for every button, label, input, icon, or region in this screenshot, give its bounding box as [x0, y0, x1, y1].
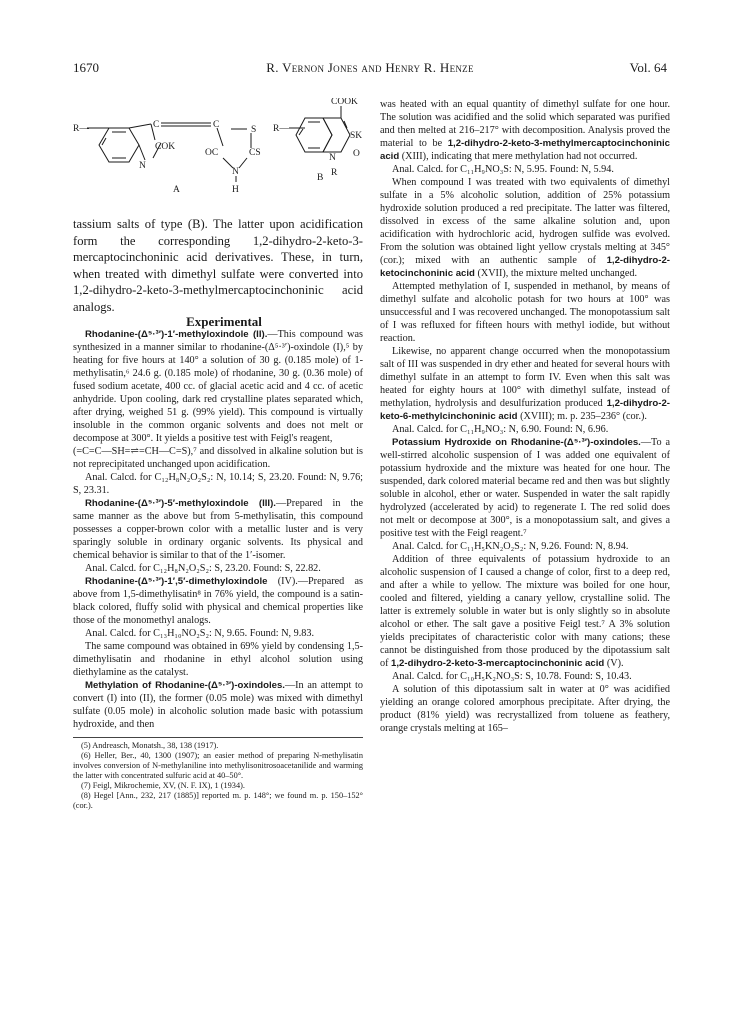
section-heading-experimental: Experimental: [186, 314, 262, 329]
volume-label: Vol. 64: [629, 60, 667, 75]
page-number: 1670: [73, 60, 99, 75]
label-c1: C: [153, 120, 160, 130]
label-r2: R—: [273, 124, 289, 134]
paragraph-methylation: [73, 679, 363, 731]
right-column: [380, 98, 670, 735]
analysis-compound-xviii: Anal. Calcd. for C₁₁H₉NO₃: N, 6.90. Found: N, 6.96.: [392, 424, 609, 435]
label-cs: CS: [249, 148, 261, 158]
compound-xvii-name: 1,2-dihydro-2-ketocinchoninic acid: [380, 255, 670, 279]
footnote-7: (7) Feigl, Mikrochemie, XV, (N. F. IX), 1 (1934).: [81, 781, 245, 790]
feigl-formula-line: [73, 445, 363, 471]
running-title: R. Vernon Jones and Henry R. Henze: [266, 60, 474, 75]
paragraph-three-equivalents: [380, 553, 670, 670]
body-r2: When compound I was treated with two equivalents of dimethyl sulfate in a 5% alcoholic solution, addition of 25% potassium hydroxide solution produced a red precipitate. The latter was filtered, dissolved in excess of the same alkaline solution and, upon acidification with hydrochloric acid, hydrogen sulfide was evolved. From the solution was obtained light yellow crystals melting at 345° (cor.); mixed with an authentic sample of: [380, 177, 670, 266]
body-compound-iii: —Prepared in the same manner as the above but from 5-methylisatin, this compound possesses a copper-brown color with a metallic luster and is very sparingly soluble in ordinary organic solvents. Its physical and chemical behavior is similar to that of the 1′-isomer.: [73, 498, 363, 561]
label-r1: R—: [73, 124, 89, 134]
label-cok1: COK: [155, 142, 176, 152]
body-r1: was heated with an equal quantity of dimethyl sulfate for one hour. The solution was acidified and the solid which separated was purified and then melted at 216–217° with decomposition. Analysis proved the material to be: [380, 99, 670, 149]
paragraph-same-compound: The same compound was obtained in 69% yield by condensing 1,5-dimethylisatin and rhodanine in ethyl alcohol solution using diethylamine as the catalyst.: [73, 641, 363, 678]
structure-drawing: [73, 98, 363, 216]
paragraph-likewise: [380, 345, 670, 423]
label-sk: SK: [350, 131, 363, 141]
paragraph-attempted-methylation: Attempted methylation of I, suspended in methanol, by means of dimethyl sulfate and alcoholic potash for two hours at 100° was unsuccessful and I was recovered unchanged. The monopotassium salt of I was refluxed for fifteen hours with methyl iodide, but without reaction.: [380, 281, 670, 344]
body-compound-iv: (IV).—Prepared as above from 1,5-dimethylisatin⁸ in 76% yield, the compound is a satin-black colored, fluffy solid with physical and chemical properties like those of the monomethyl analogs.: [73, 576, 363, 626]
label-n1: N: [139, 161, 146, 171]
analysis-compound-xiii: Anal. Calcd. for C₁₁H₉NO₃S: N, 5.95. Found: N, 5.94.: [392, 164, 614, 175]
intro-paragraph: tassium salts of type (B). The latter upon acidification form the corresponding 1,2-dihydro-2-keto-3-mercaptocinchoninic acid derivatives. These, in turn, when treated with dimethyl sulfate were converted into 1,2-dihydro-2-keto-3-methylmercaptocinchoninic acid analogs.: [73, 217, 363, 314]
compound-xviii-name: 1,2-dihydro-2-keto-6-methylcinchoninic acid: [380, 398, 670, 422]
label-cook: COOK: [331, 98, 358, 107]
paragraph-compound-ii: [73, 328, 363, 445]
label-n2: N: [329, 153, 336, 163]
label-a: A: [173, 185, 180, 195]
body-r5: —To a well-stirred alcoholic suspension of I was added one equivalent of potassium hydroxide and the mixture was heated for one hour. The suspended, dark colored material became red and then was but slightly soluble in alcohol, ether or water. Suspended in water the salt rapidly hydrolyzed (accelerated by acid) to regenerate I. The red solid does not melt or decompose at 300°, is a monopotassium salt, and gives a positive test with the Feigl reagent.⁷: [380, 437, 670, 539]
left-column: [73, 98, 363, 811]
paragraph-methylation-cont: [380, 98, 670, 163]
footnote-6: (6) Heller, Ber., 40, 1300 (1907); an easier method of preparing N-methylisatin involves conversion of N-methylaniline into methylisonitrosoacetanilide and warming the latter with concentrated sulfuric acid at 40–50°.: [73, 751, 363, 780]
label-oc: OC: [205, 148, 219, 158]
paragraph-dipotassium-solution: A solution of this dipotassium salt in water at 0° was acidified yielding an orange colored amorphous precipitate. After drying, the product (81% yield) was recrystallized from toluene as feathery, orange crystals melting at 165–: [380, 684, 670, 734]
label-b: B: [317, 173, 324, 183]
paragraph-compound-iv: [73, 575, 363, 627]
body-r2-end: (XVII), the mixture melted unchanged.: [474, 268, 638, 279]
body-r1-end: (XIII), indicating that mere methylation had not occurred.: [399, 151, 638, 162]
compound-v-name: 1,2-dihydro-2-keto-3-mercaptocinchoninic acid: [391, 658, 605, 669]
compound-xiii-name: 1,2-dihydro-2-keto-3-methylmercaptocinchoninic acid: [380, 138, 670, 162]
heading-methylation: Methylation of Rhodanine-(Δ⁵·³′)-oxindoles.: [85, 680, 285, 691]
heading-compound-ii: Rhodanine-(Δ⁵·³′)-1′-methyloxindole (II).: [85, 329, 268, 340]
body-compound-ii: —This compound was synthesized in a manner similar to rhodanine-(Δ⁵·³′)-oxindole (I),⁵ by heating for five hours at 140° a solution of 30 g. (0.185 mole) of 1-methylisatin,⁶ 24.6 g. (0.185 mole) of rhodanine, 30 g. (0.36 mole) of fused sodium acetate, 400 cc. of glacial acetic acid and 4 cc. of acetic anhydride. Upon cooling, dark red crystalline plates separated which, after drying, weighed 51 g. (99% yield). This compound is virtually insoluble in the common organic solvents and does not melt or decompose at 300°. It yields a positive test with Feigl's reagent,: [73, 329, 363, 444]
paragraph-potassium-hydroxide: [380, 436, 670, 540]
analysis-compound-ii: Anal. Calcd. for C₁₂H₈N₂O₂S₂: N, 10.14; S, 23.20. Found: N, 9.76; S, 23.31.: [73, 472, 363, 496]
paragraph-compound-iii: [73, 497, 363, 562]
feigl-formula: (=C=C—SH=⇌=CH—C=S),⁷: [73, 446, 197, 457]
body-r6-end: (V).: [604, 658, 624, 669]
analysis-compound-iv: Anal. Calcd. for C₁₃H₁₀NO₂S₂: N, 9.65. Found: N, 9.83.: [85, 628, 315, 639]
paragraph-two-equivalents: [380, 176, 670, 280]
analysis-compound-iii: Anal. Calcd. for C₁₂H₈N₂O₂S₂: S, 23.20. Found: S, 22.82.: [85, 563, 321, 574]
label-c2: C: [213, 120, 220, 130]
label-r3: R: [331, 168, 338, 178]
footnote-8: (8) Hegel [Ann., 232, 217 (1885)] reported m. p. 148°; we found m. p. 150–152° (cor.).: [73, 791, 363, 810]
footnote-5: (5) Andreasch, Monatsh., 38, 138 (1917).: [81, 741, 219, 750]
body-compound-ii-end: and dissolved in alkaline solution but is not reprecipitated unchanged upon acidification.: [73, 446, 363, 470]
analysis-monopotassium: Anal. Calcd. for C₁₁H₅KN₂O₂S₂: N, 9.26. Found: N, 8.94.: [392, 541, 629, 552]
body-r6: Addition of three equivalents of potassium hydroxide to an alcoholic suspension of I caused a change of color, first to a deep red, and after a while to yellow. The mixture was boiled for one hour, cooled and filtered, yielding a canary yellow, crystalline solid. The latter is extremely soluble in water but is only slightly so in absolute alcohol or ether. The salt gave a positive Feigl test.⁷ A 3% solution yields precipitates of characteristic color with many cations; these cannot be distinguished from those produced by the dipotassium salt of: [380, 554, 670, 669]
footnotes: [73, 737, 363, 811]
heading-potassium-hydroxide: Potassium Hydroxide on Rhodanine-(Δ⁵·³′)-oxindoles.: [392, 437, 641, 448]
page-header: [73, 60, 667, 82]
label-nh: N: [232, 167, 239, 177]
chemical-structures: [73, 98, 363, 216]
heading-compound-iv: Rhodanine-(Δ⁵·³′)-1′,5′-dimethyloxindole: [85, 576, 268, 587]
body-methylation: —In an attempt to convert (I) into (II), the former (0.05 mole) was mixed with dimethyl sulfate (0.05 mole) in alcoholic solution made basic with potassium hydroxide, and then: [73, 680, 363, 730]
label-h: H: [232, 185, 239, 195]
analysis-dipotassium: Anal. Calcd. for C₁₀H₅K₂NO₃S: S, 10.78. Found: S, 10.43.: [392, 671, 632, 682]
body-r4-end: (XVIII); m. p. 235–236° (cor.).: [517, 411, 647, 422]
heading-compound-iii: Rhodanine-(Δ⁵·³′)-5′-methyloxindole (III).: [85, 498, 276, 509]
body-r4: Likewise, no apparent change occurred when the monopotassium salt of III was suspended in dry ether and heated for several hours with dimethyl sulfate in an attempt to form IV. Even when this salt was heated for eighty hours at 100° with dimethyl sulfate, instead of methylation, hydrolysis and desulfurization produced: [380, 346, 670, 409]
label-s1: S: [251, 125, 257, 135]
label-o: O: [353, 149, 360, 159]
